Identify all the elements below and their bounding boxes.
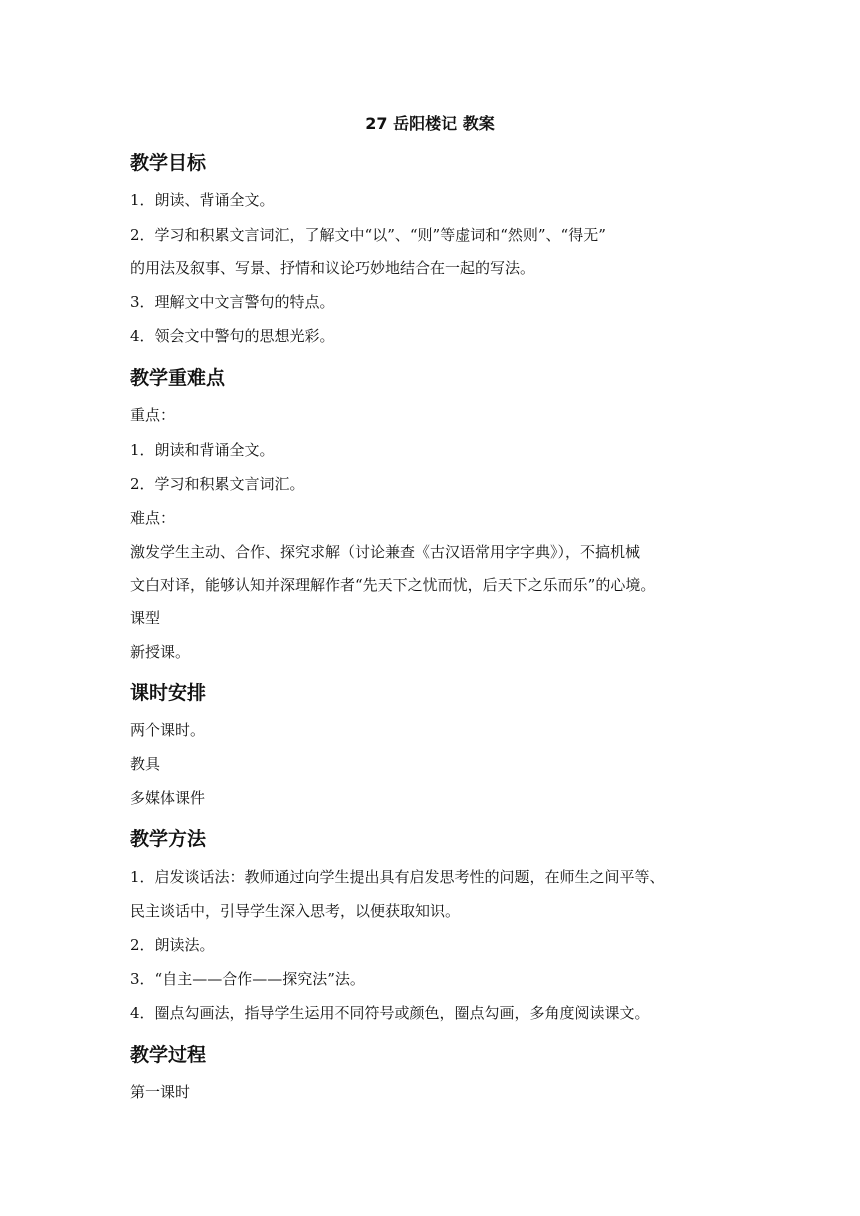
schedule-line-3: 多媒体课件	[130, 789, 206, 807]
section-heading-key-points: 教学重难点	[130, 367, 226, 389]
key-line-2: 1．朗读和背诵全文。	[130, 441, 275, 459]
key-line-6: 文白对译，能够认知并深理解作者“先天下之忧而忧，后天下之乐而乐”的心境。	[130, 576, 656, 594]
section-heading-schedule: 课时安排	[130, 682, 207, 704]
method-line-2: 民主谈话中，引导学生深入思考，以便获取知识。	[130, 902, 461, 920]
document-title: 27 岳阳楼记 教案	[365, 114, 495, 133]
goal-line-5: 4．领会文中警句的思想光彩。	[130, 327, 335, 345]
section-heading-process: 教学过程	[130, 1044, 207, 1066]
schedule-line-1: 两个课时。	[130, 721, 206, 739]
goal-line-4: 3．理解文中文言警句的特点。	[130, 293, 335, 311]
goal-line-1: 1．朗读、背诵全文。	[130, 191, 275, 209]
process-line-1: 第一课时	[130, 1083, 191, 1101]
method-line-4: 3．“自主——合作——探究法”法。	[130, 970, 365, 988]
goal-line-3: 的用法及叙事、写景、抒情和议论巧妙地结合在一起的写法。	[130, 259, 536, 277]
method-line-1: 1．启发谈话法：教师通过向学生提出具有启发思考性的问题，在师生之间平等、	[130, 868, 665, 886]
key-line-8: 新授课。	[130, 643, 191, 661]
section-heading-goals: 教学目标	[130, 152, 207, 174]
key-line-4: 难点：	[130, 509, 176, 527]
key-line-5: 激发学生主动、合作、探究求解（讨论兼查《古汉语常用字字典》），不搞机械	[130, 543, 641, 561]
schedule-line-2: 教具	[130, 755, 161, 773]
key-line-7: 课型	[130, 609, 161, 627]
method-line-3: 2．朗读法。	[130, 936, 215, 954]
goal-line-2: 2．学习和积累文言词汇，了解文中“以”、“则”等虚词和“然则”、“得无”	[130, 226, 606, 244]
section-heading-methods: 教学方法	[130, 828, 207, 850]
key-line-3: 2．学习和积累文言词汇。	[130, 475, 305, 493]
key-line-1: 重点：	[130, 406, 176, 424]
method-line-5: 4．圈点勾画法，指导学生运用不同符号或颜色，圈点勾画，多角度阅读课文。	[130, 1004, 650, 1022]
